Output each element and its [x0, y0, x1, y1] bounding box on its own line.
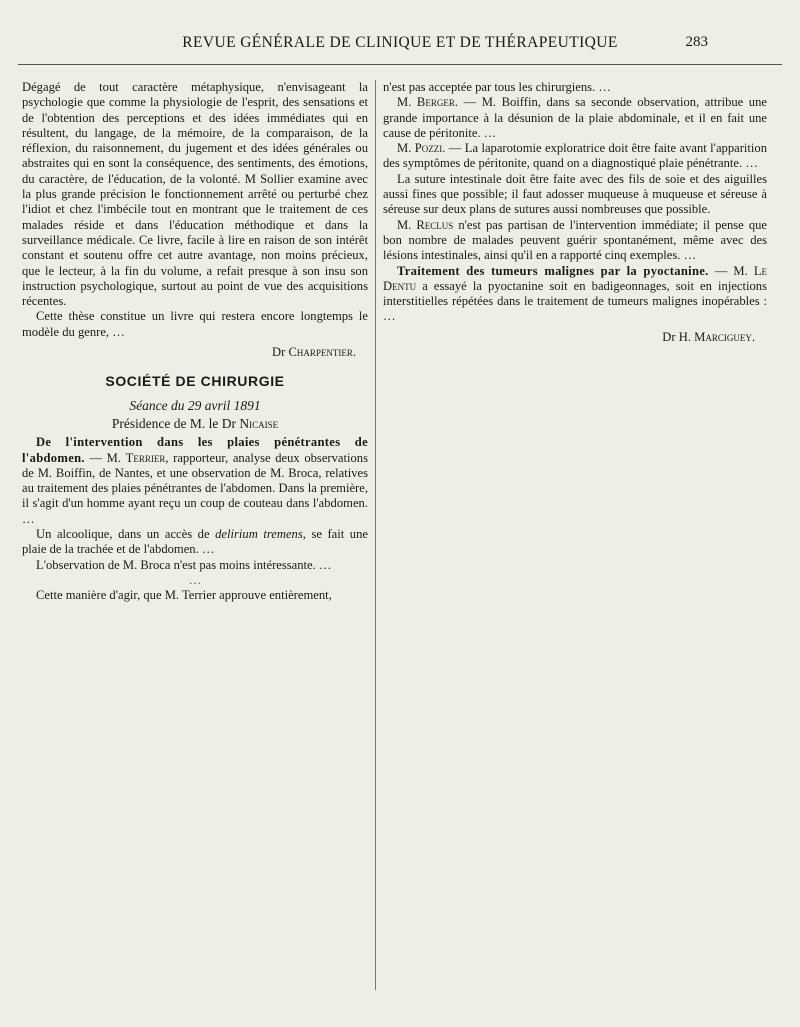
- body-paragraph: L'observation de M. Broca n'est pas moins intéressante. …: [36, 557, 332, 572]
- speaker-text: . — M. Boiffin, dans sa seconde observation, attribue une grande importance à la désunion de la plaie abdominale, et il en fait une cause de péritonite. …: [383, 95, 767, 140]
- paragraph-lead: Un alcoolique, dans un accès de: [36, 527, 216, 542]
- speaker-name: Terrier: [125, 450, 166, 465]
- running-title: REVUE GÉNÉRALE DE CLINIQUE ET DE THÉRAPEUTIQUE: [182, 34, 618, 51]
- topic-title: De l'intervention dans les plaies pénétrantes de l'abdomen.: [22, 435, 368, 465]
- speaker-name: Pozzi: [414, 141, 443, 156]
- body-paragraph: Cette manière d'agir, que M. Terrier approuve entièrement,: [36, 588, 332, 603]
- body-paragraph: n'est pas acceptée par tous les chirurgiens. …: [383, 80, 611, 94]
- paragraph-text: , se fait une plaie de la trachée et de l'abdomen. …: [22, 527, 368, 557]
- topic-text: , rapporteur, analyse deux observations de M. Boiffin, de Nantes, et une observation de M. Broca, relatives au traitement des plaies pénétrantes de l'abdomen. Dans la première, il s'agit d'un homme ayant reçu un coup de couteau dans l'abdomen. …: [22, 450, 368, 526]
- meeting-date: Séance du 29 avril 1891: [129, 397, 261, 413]
- speaker-paragraph: M. Pozzi. — La laparotomie exploratrice doit être faite avant l'apparition des symptômes de péritonite, quand on a diagnostiqué plaie pénétrante. …: [383, 141, 768, 171]
- page-header: [0, 34, 800, 58]
- review-paragraph: Dégagé de tout caractère métaphysique, n'envisageant la psychologie que comme la physiologie de l'esprit, des sensations et de l'obtention des perceptions et des idées immédiates qui en résultent, du langage, de la mémoire, de la comparaison, de la réflexion, du raisonnement, du jugement et des idées générales ou abstraites qui en sont la conséquence, des sentiments, des émotions, du caractère, de l'éducation, de la volonté. M Sollier examine avec la plus grande précision le fonctionnement arrêté ou perturbé chez l'idiot et chez l'imbécile tout en montrant que le traitement de ces malades réside et dans l'éducation méthodique et dans la surveillance médicale. Ce livre, facile à lire en raison de son intérêt constant et soutenu offre cet autre avantage, non moins précieux, que le lecteur, à la fin du volume, a refait presque à son insu son instruction psychologique, surtout au point de vue des acquisitions récentes.: [22, 80, 368, 309]
- topic-text: a essayé la pyoctanine soit en badigeonnages, soit en injections interstitielles répétées dans le traitement de tumeurs malignes inopérables : …: [383, 278, 767, 324]
- meeting-chair: [22, 416, 368, 431]
- speaker-text: n'est pas partisan de l'intervention immédiate; il pense que bon nombre de malades peuvent guérir spontanément, même avec des lésions intestinales, ainsi qu'il en a rapporté cinq exemples. …: [383, 217, 768, 263]
- page-number: 283: [685, 34, 708, 50]
- speaker-name: Le Dentu: [383, 263, 768, 293]
- speaker-name: Reclus: [416, 217, 454, 232]
- column-divider: [375, 80, 376, 990]
- signature-prefix: Dr H.: [662, 329, 695, 344]
- speaker-text: . — La laparotomie exploratrice doit être faite avant l'apparition des symptômes de péritonite, quand on a diagnostiqué plaie pénétrante. …: [383, 141, 768, 171]
- signature-prefix: Dr: [272, 345, 289, 360]
- signature-name: Marciguey.: [694, 329, 755, 344]
- meeting-chair-prefix: Présidence de M. le Dr: [111, 415, 240, 431]
- signature: [383, 330, 755, 345]
- section-title: SOCIÉTÉ DE CHIRURGIE: [105, 373, 285, 390]
- header-rule: [18, 64, 782, 65]
- right-column: [383, 80, 767, 357]
- topic-title: Traitement des tumeurs malignes par la pyoctanine.: [397, 263, 709, 278]
- signature: [22, 345, 356, 360]
- speaker-paragraph: M. Reclus n'est pas partisan de l'intervention immédiate; il pense que bon nombre de malades peuvent guérir spontanément, même avec des lésions intestinales, ainsi qu'il en a rapporté cinq exemples. …: [383, 217, 768, 263]
- review-paragraph: Cette thèse constitue un livre qui restera encore longtemps le modèle du genre, …: [22, 309, 368, 339]
- speaker-paragraph: M. Berger. — M. Boiffin, dans sa seconde observation, attribue une grande importance à la désunion de la plaie abdominale, et il en fait une cause de péritonite. …: [383, 95, 767, 140]
- body-paragraph: La suture intestinale doit être faite avec des fils de soie et des aiguilles aussi fines que possible; il faut adosser muqueuse à muqueuse et séreuse à séreuse sur deux plans de sutures aussi nombreuses que possible.: [383, 171, 767, 217]
- left-column: [22, 80, 368, 604]
- meeting-chair-name: Nicaise: [239, 415, 279, 431]
- body-paragraph: [22, 527, 368, 558]
- topic-paragraph: De l'intervention dans les plaies pénétrantes de l'abdomen. — M. Terrier, rapporteur, analyse deux observations de M. Boiffin, de Nantes, et une observation de M. Broca, relatives au traitement des plaies pénétrantes de l'abdomen. Dans la première, il s'agit d'un homme ayant reçu un coup de couteau dans l'abdomen. …: [22, 435, 368, 526]
- signature-name: Charpentier.: [288, 345, 356, 360]
- topic-paragraph: Traitement des tumeurs malignes par la pyoctanine. — M. Le Dentu a essayé la pyoctanine soit en badigeonnages, soit en injections interstitielles répétées dans le traitement de tumeurs malignes inopérables : …: [383, 263, 768, 324]
- speaker-name: Berger: [416, 95, 455, 110]
- italic-term: delirium tremens: [215, 527, 303, 542]
- omitted-text-marker: …: [188, 572, 202, 587]
